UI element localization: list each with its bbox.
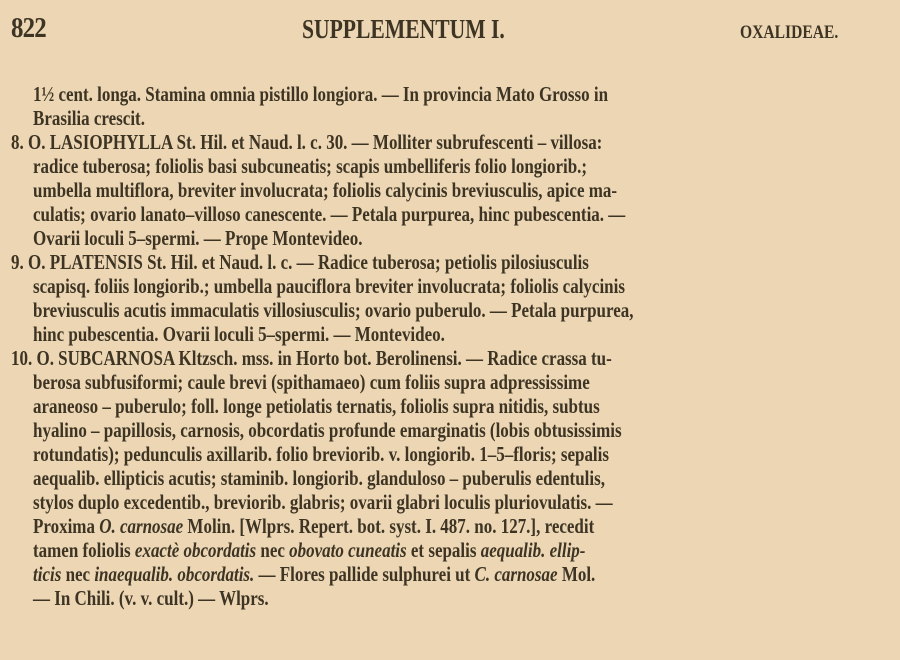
text-run: — In Chili. (v. v. cult.) — Wlprs.	[33, 586, 269, 610]
entry-9-line: breviusculis acutis immaculatis villosiusculis; ovario puberulo. — Petala purpurea,	[33, 298, 634, 322]
italic-text: aequalib. ellip-	[480, 538, 586, 562]
entry-10-line: araneoso – puberulo; foll. longe petiolatis ternatis, foliolis supra nitidis, subtus	[33, 394, 600, 418]
entry-8-line: radice tuberosa; foliolis basi subcuneatis; scapis umbelliferis folio longiorib.;	[33, 154, 588, 178]
italic-text: O. carnosae	[99, 514, 184, 538]
entry-10-line: aequalib. ellipticis acutis; staminib. longiorib. glanduloso – puberulis edentulis,	[33, 466, 605, 490]
italic-text: C. carnosae	[474, 562, 558, 586]
entry-9-line: hinc pubescentia. Ovarii loculi 5–spermi. — Montevideo.	[33, 322, 445, 346]
entry-9-line: scapisq. foliis longiorib.; umbella pauciflora breviter involucrata; foliolis calycinis	[33, 274, 625, 298]
entry-10-line	[33, 538, 585, 563]
page-header	[0, 8, 900, 48]
entry-10-heading-line: 10. O. SUBCARNOSA Kltzsch. mss. in Horto bot. Berolinensi. — Radice crassa tu-	[11, 346, 612, 370]
entry-8-heading-line: 8. O. LASIOPHYLLA St. Hil. et Naud. l. c. 30. — Molliter subrufescenti – villosa:	[11, 130, 603, 154]
entry-10-line	[33, 514, 594, 539]
italic-text: inaequalib. obcordatis.	[94, 562, 255, 586]
continuation-line: Brasilia crescit.	[33, 106, 145, 130]
text-run: nec	[61, 562, 95, 586]
text-run: et sepalis	[406, 538, 481, 562]
page-number: 822	[11, 12, 46, 44]
running-title: SUPPLEMENTUM I.	[302, 14, 505, 44]
entry-10-line	[33, 586, 269, 611]
entry-10-line	[33, 562, 595, 587]
entry-10-line: hyalino – papillosis, carnosis, obcordatis profunde emarginatis (lobis obtusissimis	[33, 418, 622, 442]
entry-9-heading-line: 9. O. PLATENSIS St. Hil. et Naud. l. c. — Radice tuberosa; petiolis pilosiusculis	[11, 250, 589, 274]
italic-text: obovato cuneatis	[289, 538, 407, 562]
text-run: nec	[256, 538, 290, 562]
italic-text: exactè obcordatis	[134, 538, 257, 562]
text-run: Proxima	[33, 514, 100, 538]
entry-10-line: stylos duplo excedentib., breviorib. glabris; ovarii glabri loculis pluriovulatis. —	[33, 490, 613, 514]
text-run: Molin. [Wlprs. Repert. bot. syst. I. 487. no. 127.], recedit	[183, 514, 595, 538]
entry-10-line: rotundatis); pedunculis axillarib. folio breviorib. v. longiorib. 1–5–floris; sepalis	[33, 442, 609, 466]
entry-8-line: culatis; ovario lanato–villoso canescente. — Petala purpurea, hinc pubescentia. —	[33, 202, 626, 226]
entry-8-line: Ovarii loculi 5–spermi. — Prope Montevideo.	[33, 226, 363, 250]
entry-10-line: berosa subfusiformi; caule brevi (spithamaeo) cum foliis supra adpressissime	[33, 370, 590, 394]
text-run: — Flores pallide sulphurei ut	[254, 562, 475, 586]
section-title: OXALIDEAE.	[740, 22, 839, 43]
continuation-line: 1½ cent. longa. Stamina omnia pistillo longiora. — In provincia Mato Grosso in	[33, 82, 609, 106]
italic-text: ticis	[33, 562, 62, 586]
text-run: Mol.	[557, 562, 596, 586]
entry-8-line: umbella multiflora, breviter involucrata; foliolis calycinis breviusculis, apice ma-	[33, 178, 618, 202]
text-run: tamen foliolis	[33, 538, 135, 562]
